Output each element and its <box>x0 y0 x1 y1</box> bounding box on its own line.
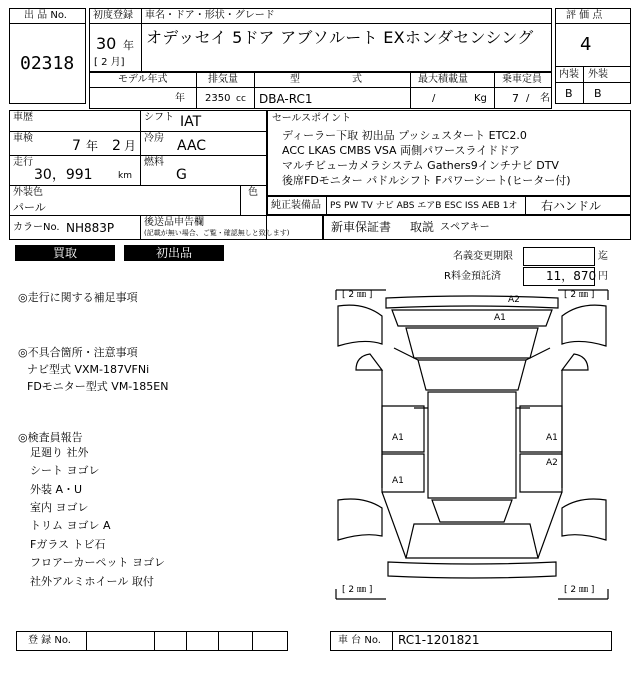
exterior-color-value: パール <box>13 201 46 214</box>
first-listing-badge: 初出品 <box>124 245 224 261</box>
mileage-value: 30，991 <box>34 167 93 183</box>
model-year-label: モデル年式 <box>118 74 168 85</box>
chassis-number: RC1-1201821 <box>398 633 480 647</box>
displacement-unit: cc <box>236 94 246 104</box>
color-number: NH883P <box>66 221 115 235</box>
max-load-label: 最大積載量 <box>418 74 468 85</box>
damage-mark-right-rear-door: A2 <box>546 458 558 468</box>
type-label: 型 <box>290 74 300 85</box>
selling-point-line: 後席FDモニター パドルシフト Fパワーシート(ヒーター付) <box>282 174 571 187</box>
spare-key: スペアキー <box>440 222 490 233</box>
score-label: 評 価 点 <box>566 10 603 21</box>
inspector-line: 外装 A・U <box>30 483 83 496</box>
warranty-document: 新車保証書 <box>331 220 392 234</box>
equipment-items: PS PW TV ナビ ABS エアB ESC ISS AEB 1オ <box>330 201 518 211</box>
name-change-unit: 迄 <box>598 251 608 262</box>
car-outline-icon <box>334 288 610 601</box>
damage-mark-left-front-door: A1 <box>392 433 404 443</box>
recycle-fee-unit: 円 <box>598 271 608 282</box>
year-unit: 年 <box>123 39 134 52</box>
damage-mark-front-bumper: A2 <box>508 295 520 305</box>
color-label: 色 <box>248 187 258 198</box>
fuel-label: 燃料 <box>144 157 164 168</box>
selling-points-label: セールスポイント <box>272 113 352 124</box>
tire-tread-rear-right: [ 2 ㎜ ] <box>564 585 595 595</box>
capacity-slash: / <box>526 93 530 104</box>
chassis-number-label: 車 台 No. <box>338 635 381 646</box>
steering-side: 右ハンドル <box>541 199 602 213</box>
aftermarket-label: 後送品申告欄 <box>144 217 204 228</box>
inspection-year-unit: 年 <box>86 139 99 153</box>
displacement: 2350 <box>205 93 231 104</box>
first-registration-month: [ 2 月] <box>94 57 125 68</box>
car-name: オデッセイ 5ドア アブソルート EXホンダセンシング <box>146 28 534 47</box>
max-load-unit: Kg <box>474 93 487 104</box>
damage-mark-hood-front: A1 <box>494 313 506 323</box>
inspection-month-unit: 月 <box>124 139 137 153</box>
selling-point-line: ディーラー下取 初出品 プッシュスタート ETC2.0 <box>282 129 527 142</box>
selling-point-line: ACC LKAS CMBS VSA 両側パワースライドドア <box>282 144 520 157</box>
inspector-line: 足廻り 社外 <box>30 446 89 459</box>
defect-line: ナビ型式 VXM-187VFNi <box>27 363 150 376</box>
name-change-label: 名義変更期限 <box>453 251 513 262</box>
manual-document: 取説 <box>410 220 435 234</box>
inspector-line: シート ヨゴレ <box>30 464 100 477</box>
car-name-label: 車名・ドア・形状・グレード <box>145 10 275 21</box>
aircon-value: AAC <box>177 138 207 154</box>
inspector-heading: ◎検査員報告 <box>18 431 83 444</box>
interior-grade: B <box>565 87 573 100</box>
exterior-label: 外装 <box>588 69 608 80</box>
defects-heading: ◎不具合箇所・注意事項 <box>18 346 138 359</box>
fuel-value: G <box>176 167 187 183</box>
aircon-label: 冷房 <box>144 133 164 144</box>
name-change-box <box>523 247 595 266</box>
first-registration-year: 30 <box>96 34 117 53</box>
mileage-unit: km <box>118 171 132 181</box>
inspection-month: 2 <box>112 138 121 154</box>
inspector-line: 室内 ヨゴレ <box>30 501 89 514</box>
lot-number: 02318 <box>20 53 75 74</box>
car-damage-diagram <box>334 288 610 601</box>
type-label-2: 式 <box>352 74 362 85</box>
selling-point-line: マルチビューカメラシステム Gathers9インチナビ DTV <box>282 159 559 172</box>
capacity-label: 乗車定員 <box>502 74 542 85</box>
history-label: 車歴 <box>13 112 33 123</box>
tire-tread-front-left: [ 2 ㎜ ] <box>342 290 373 300</box>
damage-mark-right-front-door: A1 <box>546 433 558 443</box>
defect-line: FDモニター型式 VM-185EN <box>27 380 169 393</box>
color-number-label: カラーNo. <box>13 222 60 233</box>
inspector-line: 社外アルミホイール 取付 <box>30 575 154 588</box>
inspection-year: 7 <box>72 138 81 154</box>
model-year-unit: 年 <box>175 93 185 104</box>
aftermarket-note: (記載が無い場合、ご覧・確認無しと致します) <box>144 229 290 237</box>
driving-notes-heading: ◎走行に関する補足事項 <box>18 291 138 304</box>
tire-tread-rear-left: [ 2 ㎜ ] <box>342 585 373 595</box>
type-value: DBA-RC1 <box>259 92 313 106</box>
recycle-fee-label: R料金預託済 <box>444 271 501 282</box>
interior-label: 内装 <box>559 69 579 80</box>
purchase-badge: 買取 <box>15 245 115 261</box>
damage-mark-left-rear-door: A1 <box>392 476 404 486</box>
registration-number-label: 登 録 No. <box>28 635 71 646</box>
displacement-label: 排気量 <box>208 74 238 85</box>
inspection-label: 車検 <box>13 133 33 144</box>
mileage-label: 走行 <box>13 157 33 168</box>
exterior-color-label: 外装色 <box>13 187 43 198</box>
equipment-label: 純正装備品 <box>271 200 321 211</box>
first-registration-label: 初度登録 <box>93 10 133 21</box>
tire-tread-front-right: [ 2 ㎜ ] <box>564 290 595 300</box>
exterior-grade: B <box>594 87 602 100</box>
inspector-line: Fガラス トビ石 <box>30 538 106 551</box>
capacity-unit: 名 <box>540 93 550 104</box>
max-load-slash: / <box>432 93 436 104</box>
shift-label: シフト <box>144 112 174 123</box>
capacity-value: 7 <box>512 92 519 105</box>
score-value: 4 <box>580 34 592 55</box>
recycle-fee-value: 11，870 <box>546 269 597 283</box>
lot-number-label: 出 品 No. <box>24 10 67 21</box>
shift-value: IAT <box>180 114 202 130</box>
inspector-line: トリム ヨゴレ A <box>30 519 111 532</box>
inspector-line: フロアーカーペット ヨゴレ <box>30 556 165 569</box>
